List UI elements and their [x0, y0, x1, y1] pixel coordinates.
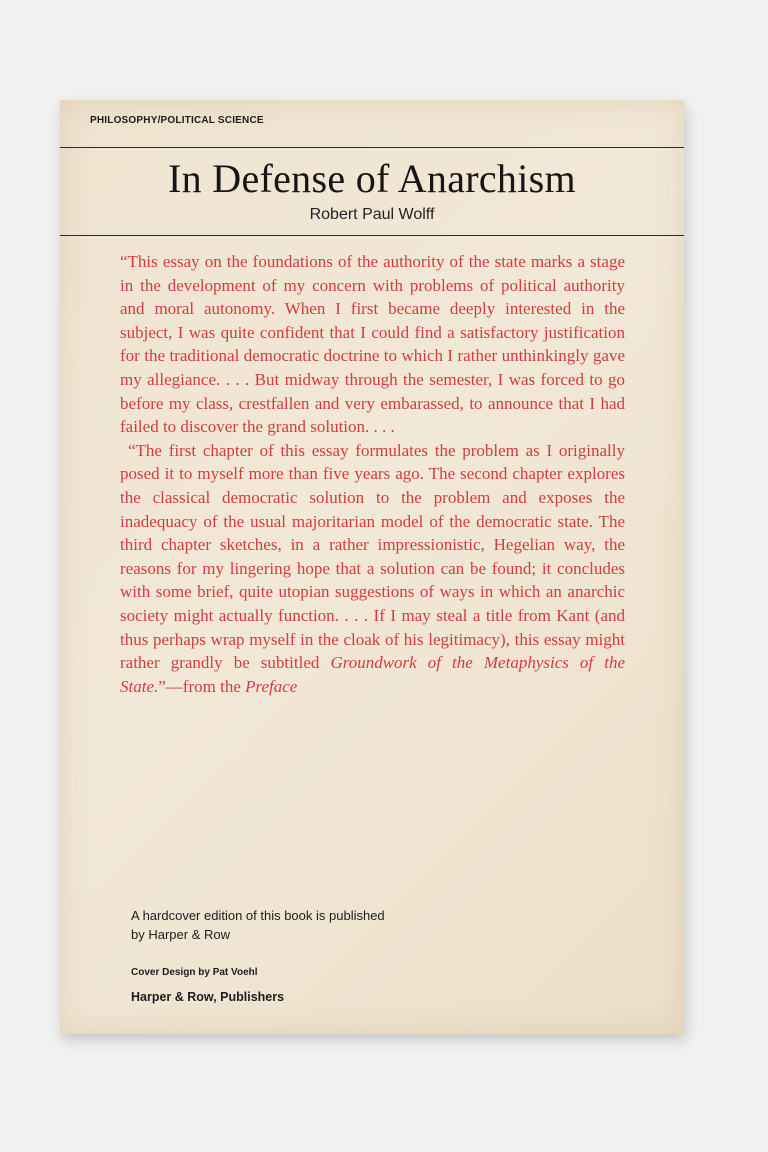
hardcover-note — [131, 906, 531, 944]
blurb-source-prefix: ”—from the — [158, 676, 246, 696]
italic-subtitle: Groundwork of the Metaphysics of the State. — [120, 653, 625, 696]
italic-source: Preface — [245, 676, 298, 696]
category-label: PHILOSOPHY/POLITICAL SCIENCE — [90, 115, 264, 126]
top-rule — [60, 147, 684, 148]
book-back-cover — [60, 100, 684, 1034]
hardcover-line-2: by Harper & Row — [131, 927, 230, 942]
blurb-text — [120, 250, 625, 698]
publisher-name: Harper & Row, Publishers — [131, 990, 285, 1004]
bottom-rule — [60, 235, 684, 236]
hardcover-line-1: A hardcover edition of this book is published — [131, 908, 385, 923]
blurb-paragraph-1: “This essay on the foundations of the authority of the state marks a stage in the development of my concern with problems of political authority and moral autonomy. When I first became deeply interested in the subject, I was quite confident that I could find a satisfactory justification for the traditional democratic doctrine to which I rather unthinkingly gave my allegiance. . . . But midway through the semester, I was forced to go before my class, crestfallen and very embarassed, to announce that I had failed to discover the grand solution. . . . — [120, 252, 625, 437]
book-author: Robert Paul Wolff — [309, 206, 435, 223]
book-title: In Defense of Anarchism — [168, 156, 576, 201]
blurb-paragraph-2 — [120, 439, 625, 699]
cover-design-credit: Cover Design by Pat Voehl — [131, 967, 258, 978]
blurb-paragraph-2-text: “The first chapter of this essay formulates the problem as I originally posed it to myself more than five years ago. The second chapter explores the classical democratic solution to the problem and exposes the inadequacy of the usual majoritarian model of the democratic state. The third chapter sketches, in a rather impressionistic, Hegelian way, the reasons for my lingering hope that a solution can be found; it concludes with some brief, quite utopian suggestions of ways in which an anarchic society might actually function. . . . If I may steal a title from Kant (and thus perhaps wrap myself in the cloak of his legitimacy), this essay might rather grandly be subtitled — [120, 440, 625, 673]
